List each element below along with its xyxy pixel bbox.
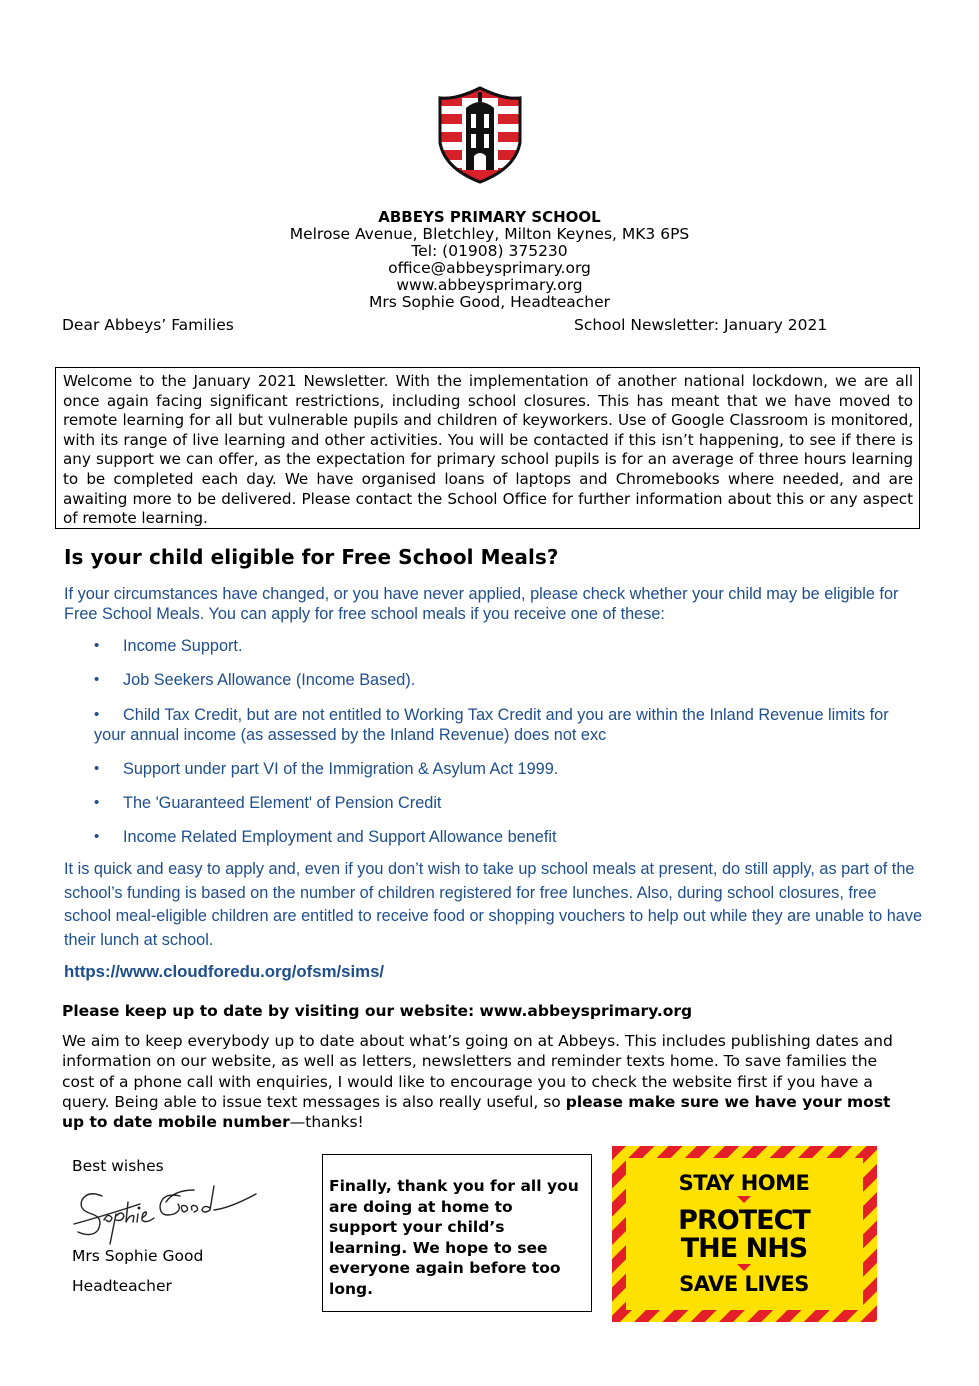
list-item (94, 759, 924, 779)
welcome-box (55, 367, 920, 529)
school-address: Melrose Avenue, Bletchley, Milton Keynes, MK3 6PS (289, 225, 690, 243)
list-item (94, 670, 924, 690)
nhs-line4: SAVE LIVES (679, 1272, 809, 1296)
school-email: office@abbeysprimary.org (388, 259, 591, 277)
list-item-text: Support under part VI of the Immigration & Asylum Act 1999. (123, 760, 559, 778)
website-text-body: We aim to keep everybody up to date about what’s going on at Abbeys. This includes publishing dates and information on our website, as well as letters, newsletters and reminder texts home. To save families the cost of a phone call with enquiries, I would like to encourage you to check the website first if you have a query. Being able to issue text messages is also really useful, so (62, 1032, 893, 1111)
thanks-box (322, 1154, 592, 1312)
signer-role: Headteacher (72, 1277, 172, 1295)
newsletter-label: School Newsletter: January 2021 (574, 316, 828, 334)
nhs-line1: STAY HOME (678, 1171, 810, 1195)
fsm-apply-link[interactable]: https://www.cloudforedu.org/ofsm/sims/ (64, 962, 385, 981)
handwritten-signature (70, 1180, 260, 1248)
website-heading: Please keep up to date by visiting our website: www.abbeysprimary.org (62, 1002, 693, 1020)
nhs-line3: THE NHS (680, 1233, 808, 1264)
bullet-icon: • (94, 828, 100, 845)
website-text-end: —thanks! (289, 1113, 364, 1132)
signer-name: Mrs Sophie Good (72, 1247, 204, 1265)
nhs-line2: PROTECT (678, 1205, 810, 1236)
list-item-text: The 'Guaranteed Element' of Pension Credit (123, 794, 442, 812)
bullet-icon: • (94, 671, 100, 688)
welcome-text: Welcome to the January 2021 Newsletter. With the implementation of another national lockdown, we are all once again facing significant restrictions, including school closures. This has meant that we have moved to remote learning for all but vulnerable pupils and children of keyworkers. Use of Google Classroom is monitored, with its range of live learning and other activities. You will be contacted if this isn’t happening, to see if there is any support we can offer, as the expectation for primary school pupils is for an average of three hours learning to be completed each day. We have organised loans of laptops and Chromebooks where needed, and are awaiting more to be delivered. Please contact the School Office for further information about this or any aspect of remote learning. (63, 372, 913, 528)
school-website: www.abbeysprimary.org (396, 276, 583, 294)
school-crest-icon (432, 84, 528, 184)
website-text (62, 1031, 902, 1132)
list-item-text: Job Seekers Allowance (Income Based). (123, 671, 416, 689)
bullet-icon: • (94, 637, 100, 654)
list-item-text: Income Support. (123, 637, 243, 655)
fsm-outro: It is quick and easy to apply and, even if you don’t wish to take up school meals at present, do still apply, as part of the school’s funding is based on the number of children registered for free lunches. Also, during school closures, free school meal-eligible children are entitled to receive food or shopping vouchers to help out while they are unable to have their lunch at school. (64, 860, 923, 949)
bullet-icon: • (94, 794, 100, 811)
headteacher-line: Mrs Sophie Good, Headteacher (368, 293, 611, 311)
school-header (0, 209, 979, 311)
list-item (94, 705, 924, 745)
website-text-emphasis: please make sure we have your most up to date mobile number (62, 1092, 891, 1132)
list-item (94, 636, 924, 656)
fsm-intro: If your circumstances have changed, or you have never applied, please check whether your child may be eligible for Free School Meals. You can apply for free school meals if you receive one of these: (64, 585, 899, 623)
best-wishes: Best wishes (72, 1157, 164, 1175)
list-item-text: Child Tax Credit, but are not entitled to Working Tax Credit and you are within the Inland Revenue limits for your annual income (as assessed by the Inland Revenue) does not exc (94, 706, 889, 744)
list-item (94, 793, 924, 813)
nhs-poster (612, 1146, 877, 1322)
bullet-icon: • (94, 706, 100, 723)
thanks-text: Finally, thank you for all you are doing at home to support your child’s learning. We hope to see everyone again before too long. (329, 1177, 579, 1298)
list-item (94, 827, 924, 847)
bullet-icon: • (94, 760, 100, 777)
list-item-text: Income Related Employment and Support Allowance benefit (123, 828, 557, 846)
greeting: Dear Abbeys’ Families (62, 316, 234, 334)
fsm-heading: Is your child eligible for Free School Meals? (64, 545, 559, 569)
school-name: ABBEYS PRIMARY SCHOOL (378, 208, 601, 226)
school-phone: Tel: (01908) 375230 (411, 242, 568, 260)
